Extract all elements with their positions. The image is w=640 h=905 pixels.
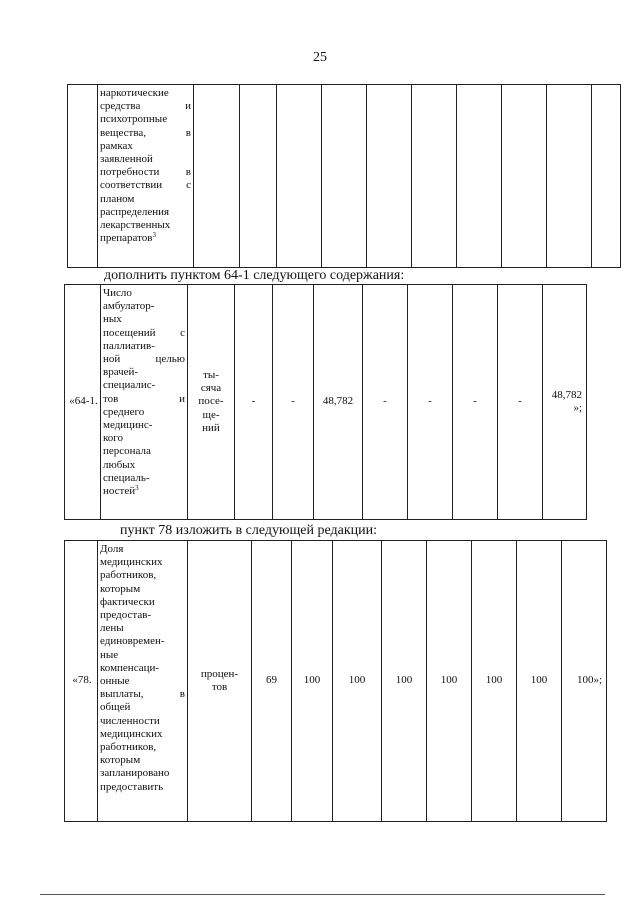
name-line: ной целью bbox=[103, 353, 185, 366]
name-line: рамках bbox=[100, 139, 133, 152]
empty-cell bbox=[68, 85, 98, 268]
table-row bbox=[65, 541, 607, 822]
name-line: предоставить bbox=[100, 780, 164, 793]
name-line: ные bbox=[100, 648, 119, 661]
name-line: предостав- bbox=[100, 609, 152, 622]
item-number: «78. bbox=[65, 541, 98, 822]
empty-cell bbox=[322, 85, 367, 268]
name-line: среднего bbox=[103, 405, 145, 418]
name-line: медицинс- bbox=[103, 419, 153, 432]
name-line: заявленной bbox=[100, 153, 153, 166]
name-line: медицинских bbox=[100, 727, 163, 740]
name-line: которым bbox=[100, 582, 141, 595]
name-line: лекарственных bbox=[100, 219, 171, 232]
indicator-name-cell bbox=[98, 541, 188, 822]
value-cell: 100 bbox=[292, 541, 333, 822]
name-line: фактически bbox=[100, 595, 155, 608]
empty-cell bbox=[240, 85, 277, 268]
value-cell: 100 bbox=[472, 541, 517, 822]
name-line: специалис- bbox=[103, 379, 156, 392]
name-line: онные bbox=[100, 675, 130, 688]
empty-cell bbox=[277, 85, 322, 268]
name-line: потребности в bbox=[100, 166, 191, 179]
closing-quote: »; bbox=[573, 402, 582, 414]
value-cell: - bbox=[235, 285, 273, 520]
instruction-add-item-64-1: дополнить пунктом 64-1 следующего содержания: bbox=[104, 268, 405, 283]
name-line: общей bbox=[100, 701, 131, 714]
name-line: выплаты, в bbox=[100, 688, 185, 701]
unit-line: сяча bbox=[200, 382, 222, 395]
name-line: любых bbox=[103, 458, 136, 471]
empty-cell bbox=[412, 85, 457, 268]
value-cell-final bbox=[543, 285, 587, 520]
value-cell: 100 bbox=[382, 541, 427, 822]
name-line: запланировано bbox=[100, 767, 170, 780]
empty-cell bbox=[367, 85, 412, 268]
value-cell: - bbox=[363, 285, 408, 520]
unit-line: ний bbox=[202, 421, 220, 434]
unit-line: посе- bbox=[198, 395, 224, 408]
empty-cell bbox=[592, 85, 621, 268]
value-cell: - bbox=[273, 285, 314, 520]
value-cell: - bbox=[498, 285, 543, 520]
table-item-78 bbox=[64, 540, 607, 822]
name-line: кого bbox=[103, 432, 124, 445]
page-number: 25 bbox=[313, 50, 327, 65]
empty-cell bbox=[194, 85, 240, 268]
footnote-marker: 3 bbox=[152, 231, 156, 240]
value-cell: - bbox=[453, 285, 498, 520]
name-line: ных bbox=[103, 313, 122, 326]
value-cell: 100 bbox=[427, 541, 472, 822]
value-cell-final: 100»; bbox=[562, 541, 607, 822]
indicator-name-cell bbox=[98, 85, 194, 268]
table-fragment-continuation bbox=[67, 84, 621, 268]
unit-line: ты- bbox=[203, 368, 219, 381]
empty-cell bbox=[457, 85, 502, 268]
unit-line: процен- bbox=[200, 667, 239, 680]
name-line: препаратов$^3$ bbox=[100, 231, 156, 245]
name-line: работников, bbox=[100, 741, 157, 754]
empty-cell bbox=[547, 85, 592, 268]
name-line: лены bbox=[100, 622, 124, 635]
indicator-name-cell bbox=[101, 285, 188, 520]
name-line: тов и bbox=[103, 392, 185, 405]
unit-cell bbox=[188, 541, 252, 822]
name-line: посещений с bbox=[103, 326, 185, 339]
value-cell: 69 bbox=[252, 541, 292, 822]
value-cell: - bbox=[408, 285, 453, 520]
footnote-marker: 3 bbox=[135, 484, 139, 493]
name-line: компенсаци- bbox=[100, 661, 160, 674]
name-line: Доля bbox=[100, 543, 124, 555]
name-line: специаль- bbox=[103, 471, 150, 484]
name-line: работников, bbox=[100, 569, 157, 582]
item-number: «64-1. bbox=[65, 285, 101, 520]
name-line: персонала bbox=[103, 445, 151, 458]
name-line: врачей- bbox=[103, 366, 139, 379]
table-item-64-1 bbox=[64, 284, 587, 520]
name-line: средства и bbox=[100, 100, 191, 113]
name-line: единовремен- bbox=[100, 635, 165, 648]
empty-cell bbox=[502, 85, 547, 268]
name-line: паллиатив- bbox=[103, 339, 155, 352]
name-line: численности bbox=[100, 714, 160, 727]
value-cell: 100 bbox=[333, 541, 382, 822]
name-line: планом bbox=[100, 192, 135, 205]
name-line: которым bbox=[100, 754, 141, 767]
unit-line: ще- bbox=[202, 408, 220, 421]
instruction-restate-item-78: пункт 78 изложить в следующей редакции: bbox=[120, 523, 377, 538]
value-cell: 100 bbox=[517, 541, 562, 822]
name-line: амбулатор- bbox=[103, 300, 155, 313]
name-line: вещества, в bbox=[100, 126, 191, 139]
name-line: ностей$^3$ bbox=[103, 484, 139, 498]
name-line: психотропные bbox=[100, 113, 168, 126]
unit-cell bbox=[188, 285, 235, 520]
name-line: наркотические bbox=[100, 87, 169, 99]
name-line: соответствии с bbox=[100, 179, 191, 192]
table-row bbox=[65, 285, 587, 520]
name-line: распределения bbox=[100, 205, 170, 218]
final-value: 48,782 bbox=[551, 388, 582, 401]
unit-line: тов bbox=[211, 681, 228, 693]
name-line: Число bbox=[103, 287, 132, 299]
name-line: медицинских bbox=[100, 556, 163, 569]
value-cell: 48,782 bbox=[314, 285, 363, 520]
footer-divider bbox=[40, 894, 605, 895]
